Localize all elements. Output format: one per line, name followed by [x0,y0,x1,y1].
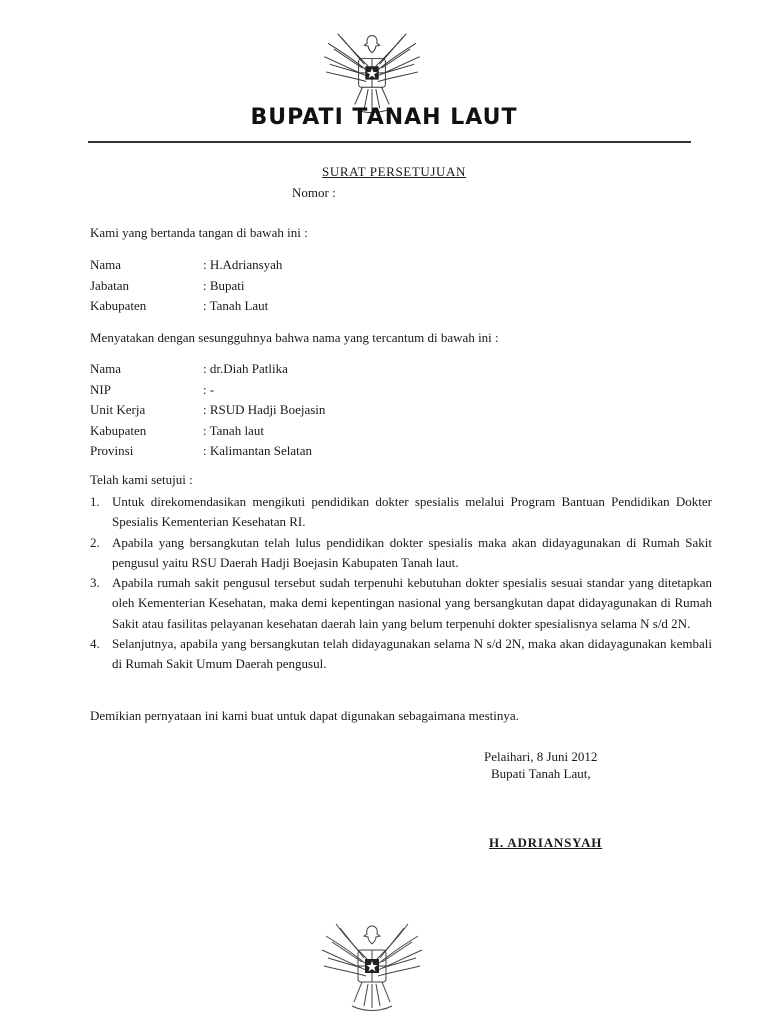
document-number-label: Nomor : [292,185,336,200]
list-item [90,634,712,675]
list-item-text: Selanjutnya, apabila yang bersangkutan telah didayagunakan selama N s/d 2N, maka akan didayagunakan kembali di Rumah Sakit Umum Daerah pengusul. [112,636,712,672]
statement-text: Menyatakan dengan sesungguhnya bahwa nama yang tercantum di bawah ini : [90,330,499,345]
list-item-number: 1. [90,494,100,509]
field-value: : Tanah laut [203,422,264,438]
signature-title: Bupati Tanah Laut, [491,766,591,781]
list-item-number: 3. [90,575,100,591]
field-value: : dr.Diah Patlika [203,361,288,376]
closing-text: Demikian pernyataan ini kami buat untuk dapat digunakan sebagaimana mestinya. [90,708,519,723]
field-label: Provinsi [90,443,134,458]
list-item [90,533,712,574]
field-value: : Tanah Laut [203,298,269,313]
field-value: : - [203,381,215,397]
header-title: BUPATI TANAH LAUT [250,105,518,130]
header-divider [88,141,691,143]
list-item-number: 2. [90,534,100,550]
list-item-text: Apabila yang bersangkutan telah lulus pendidikan dokter spesialis maka akan didayagunakan di Rumah Sakit pengusul yaitu RSU Daerah Hadji Boejasin Kabupaten Tanah laut. [112,534,712,570]
field-value: : RSUD Hadji Boejasin [203,402,326,417]
field-label: Jabatan [90,277,129,293]
field-label: Kabupaten [90,422,147,438]
list-item-text: Apabila rumah sakit pengusul tersebut sudah terpenuhi kebutuhan dokter spesialis sesuai standar yang ditetapkan oleh Kementerian Kesehatan, maka demi kepentingan nasional yang bersangkutan dapat didayagunakan di Rumah Sakit atau fasilitas pelayanan kesehatan daerah lain yang belum terpenuhi dokter spesialisnya selama N s/d 2N. [112,575,712,631]
field-value: : H.Adriansyah [203,257,283,272]
field-label: Nama [90,257,122,272]
field-label: Nama [90,361,122,376]
garuda-emblem-icon [318,916,426,1014]
approval-list [90,492,712,675]
field-value: : Bupati [203,277,245,293]
field-label: Unit Kerja [90,402,146,417]
list-item [90,573,712,634]
approval-intro: Telah kami setujui : [90,472,193,487]
field-value: : Kalimantan Selatan [203,443,313,458]
list-item-number: 4. [90,636,100,652]
signature-place-date: Pelaihari, 8 Juni 2012 [484,749,598,764]
list-item [90,492,712,533]
document-title: SURAT PERSETUJUAN [322,164,466,179]
list-item-text: Untuk direkomendasikan mengikuti pendidikan dokter spesialis melalui Program Bantuan Pendidikan Dokter Spesialis Kementerian Kesehatan RI. [112,494,712,530]
intro-text: Kami yang bertanda tangan di bawah ini : [90,225,308,240]
signature-name: H. ADRIANSYAH [489,835,603,850]
field-label: Kabupaten [90,298,147,313]
field-label: NIP [90,381,111,397]
garuda-emblem-icon [318,28,426,114]
